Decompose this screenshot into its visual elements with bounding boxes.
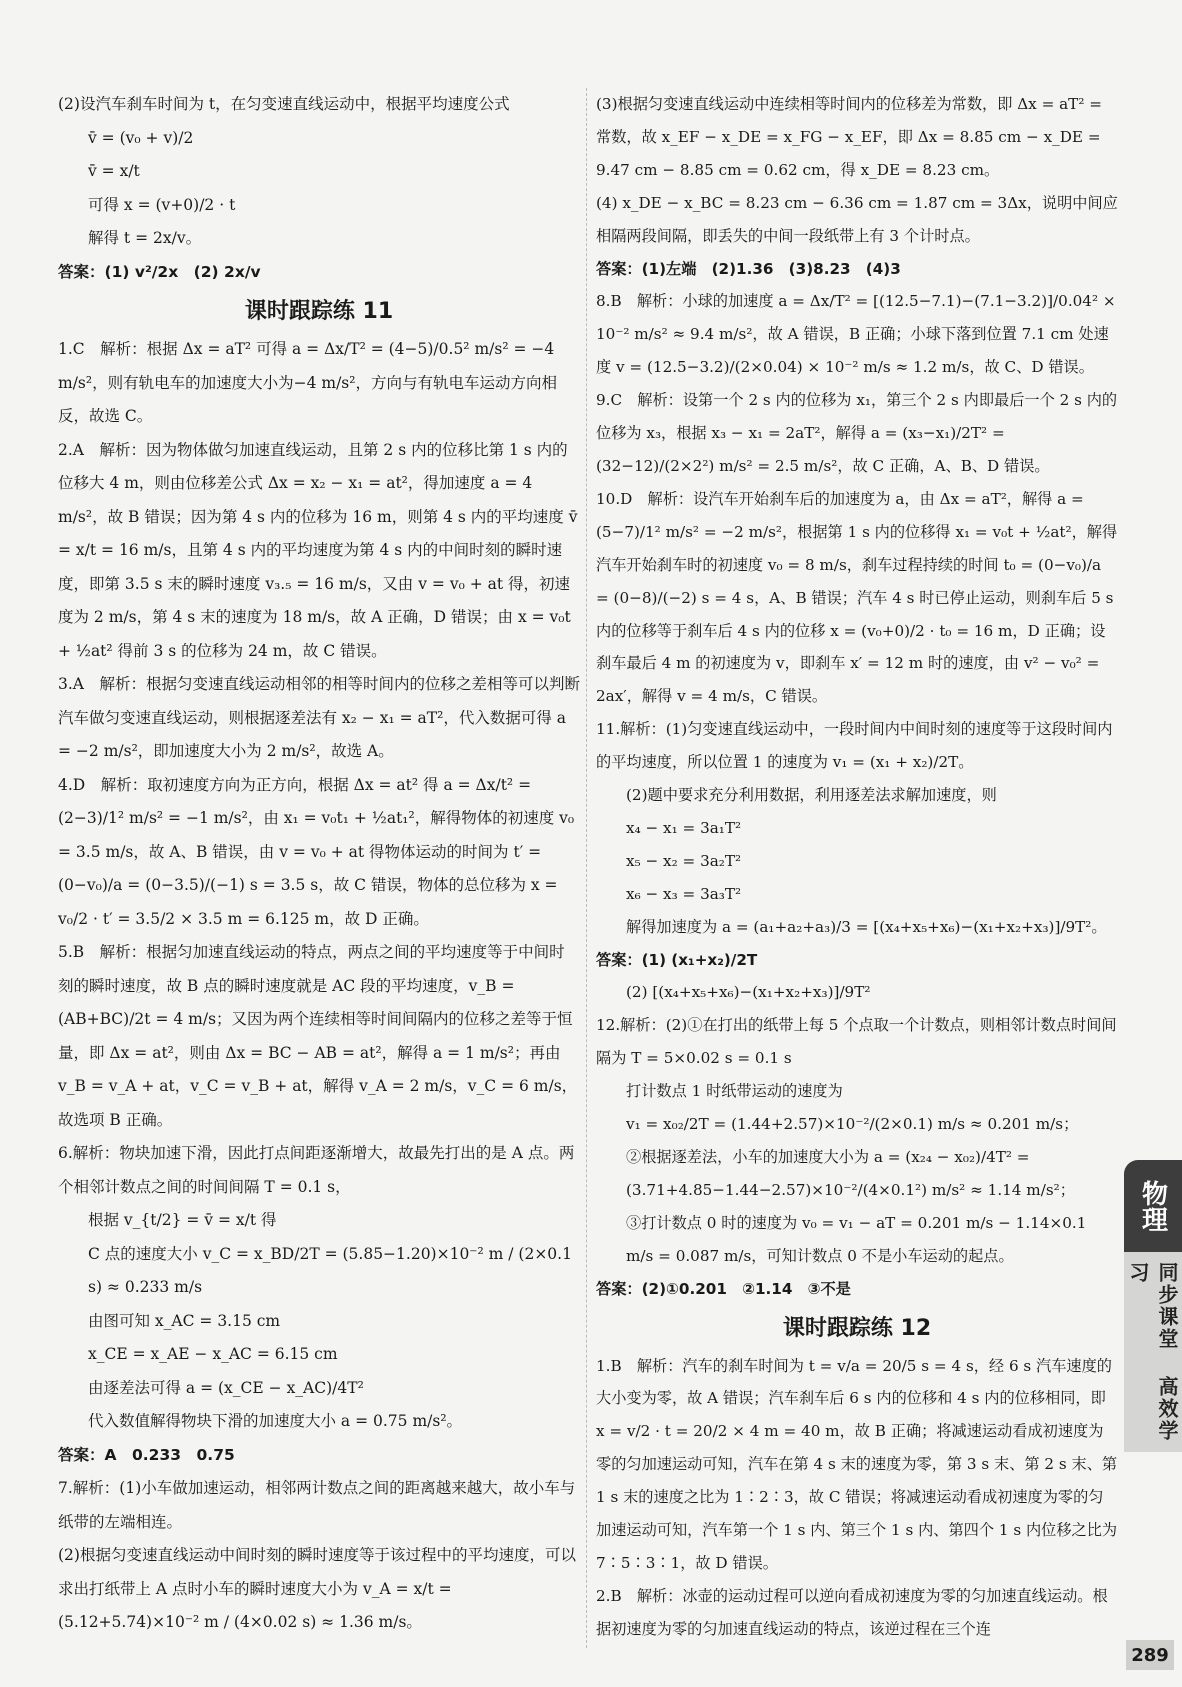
text-line: (2)题中要求充分利用数据，利用逐差法求解加速度，则: [626, 786, 997, 805]
answer-item: 7.解析：(1)小车做加速运动，相邻两计数点之间的距离越来越大，故小车与纸带的左端相连。: [58, 1479, 576, 1531]
text-line: ③打计数点 0 时的速度为 v₀ = v₁ − aT = 0.201 m/s − 1.14×0.1 m/s = 0.087 m/s，可知计数点 0 不是小车运动的起点。: [626, 1213, 1087, 1265]
right-column: [596, 88, 1118, 1646]
formula-line: x_CE = x_AE − x_AC = 6.15 cm: [88, 1345, 338, 1363]
answer-item: 3.A 解析：根据匀变速直线运动相邻的相等时间内的位移之差相等可以判断汽车做匀变速直线运动，则根据逐差法有 x₂ − x₁ = aT²，代入数据可得 a = −2 m/s²，即加速度大小为 2 m/s²，故选 A。: [58, 675, 580, 760]
answer-item: 6.解析：物块加速下滑，因此打点间距逐渐增大，故最先打出的是 A 点。两个相邻计数点之间的时间间隔 T = 0.1 s，: [58, 1144, 575, 1196]
column-divider: [586, 88, 588, 1648]
text-line: 打计数点 1 时纸带运动的速度为: [626, 1082, 843, 1101]
answer-item: 12.解析：(2)①在打出的纸带上每 5 个点取一个计数点，则相邻计数点时间间隔为 T = 5×0.02 s = 0.1 s: [596, 1016, 1117, 1068]
formula-line: x₄ − x₁ = 3a₁T²: [626, 818, 742, 837]
answer-item: 2.A 解析：因为物体做匀加速直线运动，且第 2 s 内的位移比第 1 s 内的位移大 4 m，则由位移差公式 Δx = x₂ − x₁ = at²，得加速度 a = 4 m/s²，故 B 错误；因为第 4 s 内的位移为 16 m，则第 4 s 内的平均速度 v̄ = x/t = 16 m/s，且第 4 s 内的平均速度为第 4 s 内的中间时刻的瞬时速度，即第 3.5 s 末的瞬时速度 v₃.₅ = 16 m/s，又由 v = v₀ + at 得，初速度为 2 m/s，第 4 s 末的速度为 18 m/s，故 A 正确，D 错误；由 x = v₀t + ½at² 得前 3 s 的位移为 24 m，故 C 错误。: [58, 440, 578, 660]
formula-line: 解得加速度为 a = (a₁+a₂+a₃)/3 = [(x₄+x₅+x₆)−(x₁+x₂+x₃)]/9T²。: [626, 917, 1107, 936]
page-number: 289: [1126, 1640, 1174, 1670]
answer-item: 1.B 解析：汽车的刹车时间为 t = v/a = 20/5 s = 4 s，经 6 s 汽车速度的大小变为零，故 A 错误；汽车刹车后 6 s 内的位移和 4 s 内的位移相同，即 x = v/2 · t = 20/2 × 4 m = 40 m，故 B 正确；将减速运动看成初速度为零的匀加速运动可知，汽车在第 4 s 末的速度为零，第 3 s 末、第 2 s 末、第 1 s 末的速度之比为 1∶2∶3，故 C 错误；将减速运动看成初速度为零的匀加速运动可知，汽车第一个 1 s 内、第三个 1 s 内、第四个 1 s 内位移之比为 7∶5∶3∶1，故 D 错误。: [596, 1356, 1118, 1572]
answer-item: 2.B 解析：冰壶的运动过程可以逆向看成初速度为零的匀加速直线运动。根据初速度为零的匀加速直线运动的特点，该逆过程在三个连: [596, 1586, 1108, 1638]
formula-line: x₆ − x₃ = 3a₃T²: [626, 884, 742, 903]
text-line: (2)根据匀变速直线运动中间时刻的瞬时速度等于该过程中的平均速度，可以求出打纸带上 A 点时小车的瞬时速度大小为 v_A = x/t =: [58, 1546, 576, 1598]
formula-line: v₁ = x₀₂/2T = (1.44+2.57)×10⁻²/(2×0.1) m/s ≈ 0.201 m/s；: [626, 1115, 1079, 1134]
formula-line: x₅ − x₂ = 3a₂T²: [626, 851, 742, 870]
formula-line: 可得 x = (v+0)/2 · t: [88, 195, 236, 214]
text-line: ②根据逐差法，小车的加速度大小为 a = (x₂₄ − x₀₂)/4T² = (3.71+4.85−1.44−2.57)×10⁻²/(4×0.1²) m/s² ≈ 1.14 m/s²；: [626, 1148, 1075, 1199]
answer-line: (2) [(x₄+x₅+x₆)−(x₁+x₂+x₃)]/9T²: [626, 983, 871, 1002]
formula-line: (5.12+5.74)×10⁻² m / (4×0.02 s) ≈ 1.36 m/s。: [58, 1613, 422, 1631]
formula-line: C 点的速度大小 v_C = x_BD/2T = (5.85−1.20)×10⁻² m / (2×0.1 s) ≈ 0.233 m/s: [88, 1244, 572, 1296]
answer-item: 8.B 解析：小球的加速度 a = Δx/T² = [(12.5−7.1)−(7.1−3.2)]/0.04² × 10⁻² m/s² ≈ 9.4 m/s²，故 A 错误，B 正确；小球下落到位置 7.1 cm 处速度 v = (12.5−3.2)/(2×0.04) × 10⁻² m/s ≈ 1.2 m/s，故 C、D 错误。: [596, 292, 1116, 377]
text-line: (2)设汽车刹车时间为 t，在匀变速直线运动中，根据平均速度公式: [58, 95, 510, 113]
answer-item: 10.D 解析：设汽车开始刹车后的加速度为 a，由 Δx = aT²，解得 a = (5−7)/1² m/s² = −2 m/s²，根据第 1 s 内的位移得 x₁ = v₀t + ½at²，解得汽车开始刹车时的初速度 v₀ = 8 m/s，刹车过程持续的时间 t₀ = (0−v₀)/a = (0−8)/(−2) s = 4 s，A、B 错误；汽车 4 s 时已停止运动，则刹车后 5 s 内的位移等于刹车后 4 s 内的位移 x = (v₀+0)/2 · t₀ = 16 m，D 正确；设刹车最后 4 m 的初速度为 v，即刹车 x′ = 12 m 时的速度，由 v² − v₀² = 2ax′，解得 v = 4 m/s，C 错误。: [596, 489, 1118, 706]
formula-line: 根据 v_{t/2} = v̄ = x/t 得: [88, 1211, 277, 1229]
formula-line: v̄ = (v₀ + v)/2: [88, 128, 194, 147]
section-heading-11: 课时跟踪练 11: [244, 299, 394, 324]
section-heading-12: 课时跟踪练 12: [782, 1315, 932, 1341]
formula-line: v̄ = x/t: [88, 162, 140, 180]
text-line: (4) x_DE − x_BC = 8.23 cm − 6.36 cm = 1.87 cm = 3Δx，说明中间应相隔两段间隔，即丢失的中间一段纸带上有 3 个计时点。: [596, 193, 1118, 245]
series-tab: 同步课堂 高效学习: [1124, 1252, 1182, 1452]
answer-line: 答案：A 0.233 0.75: [58, 1445, 235, 1464]
answer-item: 1.C 解析：根据 Δx = aT² 可得 a = Δx/T² = (4−5)/0.5² m/s² = −4 m/s²，则有轨电车的加速度大小为−4 m/s²，方向与有轨电车运动方向相反，故选 C。: [58, 340, 557, 425]
side-tab: [1124, 1160, 1182, 1452]
answer-line: 答案：(1) v²/2x (2) 2x/v: [58, 262, 261, 281]
answer-item: 5.B 解析：根据匀加速直线运动的特点，两点之间的平均速度等于中间时刻的瞬时速度，故 B 点的瞬时速度就是 AC 段的平均速度，v_B = (AB+BC)/2t = 4 m/s；又因为两个连续相等时间间隔内的位移之差等于恒量，即 Δx = at²，则由 Δx = BC − AB = at²，解得 a = 1 m/s²；再由 v_B = v_A + at，v_C = v_B + at，解得 v_A = 2 m/s，v_C = 6 m/s，故选项 B 正确。: [58, 943, 578, 1129]
formula-line: 由逐差法可得 a = (x_CE − x_AC)/4T²: [88, 1378, 364, 1397]
formula-line: 解得 t = 2x/v。: [88, 229, 202, 247]
answer-item: 9.C 解析：设第一个 2 s 内的位移为 x₁，第三个 2 s 内即最后一个 2 s 内的位移为 x₃，根据 x₃ − x₁ = 2aT²，解得 a = (x₃−x₁)/2T² = (32−12)/(2×2²) m/s² = 2.5 m/s²，故 C 正确，A、B、D 错误。: [596, 391, 1118, 475]
left-column: [58, 88, 580, 1640]
answer-line: 答案：(1)左端 (2)1.36 (3)8.23 (4)3: [596, 259, 901, 278]
answer-item: 4.D 解析：取初速度方向为正方向，根据 Δx = at² 得 a = Δx/t² = (2−3)/1² m/s² = −1 m/s²，由 x₁ = v₀t₁ + ½at₁²，解得物体的初速度 v₀ = 3.5 m/s，故 A、B 错误，由 v = v₀ + at 得物体运动的时间为 t′ = (0−v₀)/a = (0−3.5)/(−1) s = 3.5 s，故 C 错误，物体的总位移为 x = v₀/2 · t′ = 3.5/2 × 3.5 m = 6.125 m，故 D 正确。: [58, 775, 575, 928]
text-line: 代入数值解得物块下滑的加速度大小 a = 0.75 m/s²。: [88, 1412, 463, 1430]
answer-line: 答案：(2)①0.201 ②1.14 ③不是: [596, 1279, 851, 1298]
subject-tab: 物理: [1124, 1160, 1182, 1252]
answer-line: 答案：(1) (x₁+x₂)/2T: [596, 950, 758, 969]
formula-line: 由图可知 x_AC = 3.15 cm: [88, 1311, 281, 1330]
answer-item: 11.解析：(1)匀变速直线运动中，一段时间内中间时刻的速度等于这段时间内的平均速度，所以位置 1 的速度为 v₁ = (x₁ + x₂)/2T。: [596, 720, 1113, 772]
text-line: (3)根据匀变速直线运动中连续相等时间内的位移差为常数，即 Δx = aT² = 常数，故 x_EF − x_DE = x_FG − x_EF，即 Δx = 8.85 cm − x_DE = 9.47 cm − 8.85 cm = 0.62 cm，得 x_DE = 8.23 cm。: [596, 95, 1102, 179]
